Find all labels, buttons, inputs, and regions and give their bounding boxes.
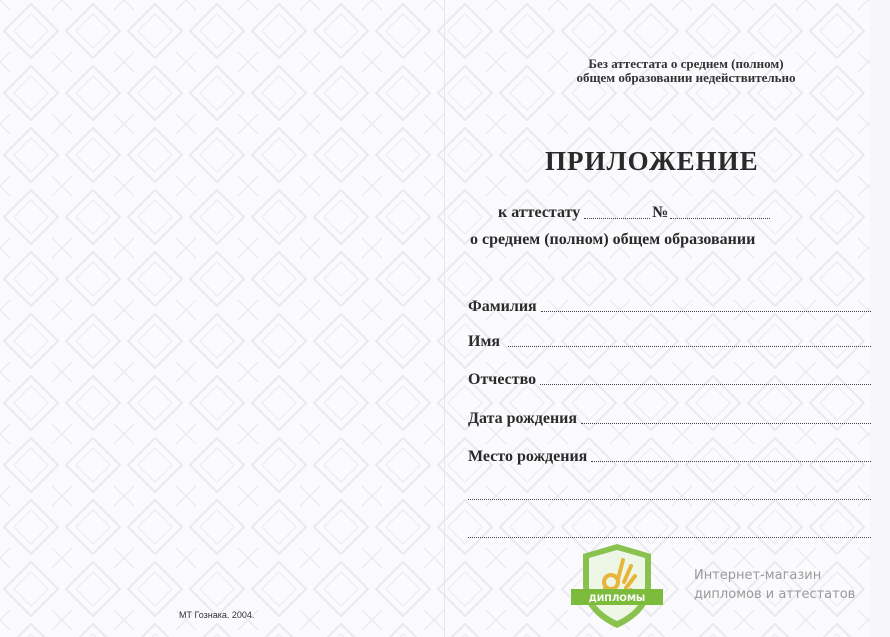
certificate-number-blank[interactable] <box>670 217 770 219</box>
shop-line-2: дипломов и аттестатов <box>694 587 856 602</box>
name-label: Имя <box>468 333 500 350</box>
disclaimer-line-2: общем образовании недействительно <box>576 70 796 85</box>
birth-date-label: Дата рождения <box>468 410 578 427</box>
page-edge <box>870 0 890 637</box>
surname-blank[interactable] <box>541 310 871 312</box>
surname-label: Фамилия <box>468 298 537 315</box>
validity-disclaimer <box>536 57 836 85</box>
birth-place-blank[interactable] <box>591 460 871 462</box>
patronymic-field[interactable] <box>468 371 871 389</box>
surname-field[interactable] <box>468 298 871 316</box>
name-field[interactable] <box>468 333 871 351</box>
birth-place-continuation-1[interactable] <box>468 498 871 500</box>
name-blank[interactable] <box>508 345 871 347</box>
education-level: о среднем (полном) общем образовании <box>470 231 756 248</box>
shop-watermark <box>694 566 855 604</box>
number-sign: № <box>652 204 669 221</box>
patronymic-label: Отчество <box>468 371 537 388</box>
birth-date-field[interactable] <box>468 410 871 428</box>
birth-place-label: Место рождения <box>468 448 588 465</box>
certificate-reference <box>498 204 770 222</box>
page-fold-line <box>444 0 445 637</box>
disclaimer-line-1: Без аттестата о среднем (полном) <box>588 56 784 71</box>
watermark-shield-logo <box>571 542 663 630</box>
birth-date-blank[interactable] <box>581 422 871 424</box>
birth-place-continuation-2[interactable] <box>468 536 871 538</box>
to-certificate-label: к аттестату <box>498 204 581 221</box>
printer-imprint: МТ Гознака. 2004. <box>179 610 255 620</box>
certificate-series-blank[interactable] <box>584 217 650 219</box>
patronymic-blank[interactable] <box>540 383 871 385</box>
document-title: ПРИЛОЖЕНИЕ <box>545 146 759 176</box>
badge-text: ДИПЛОМЫ <box>588 594 646 604</box>
birth-place-field[interactable] <box>468 448 871 466</box>
shop-line-1: Интернет-магазин <box>694 568 822 583</box>
